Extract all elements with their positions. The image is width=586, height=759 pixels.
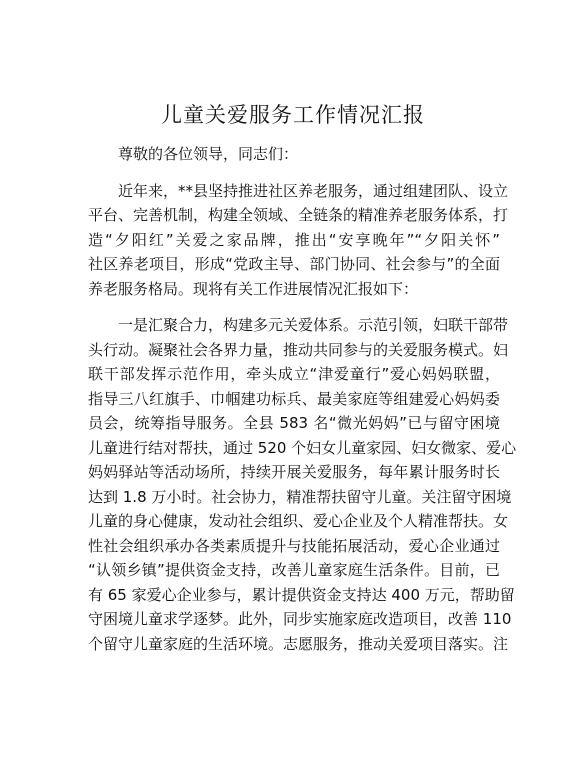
paragraph-line: 妈妈驿站等活动场所，持续开展关爱服务，每年累计服务时长 xyxy=(88,463,500,481)
paragraph-line: 近年来，**县坚持推进社区养老服务，通过组建团队、设立 xyxy=(118,181,509,200)
paragraph-line: 社区养老项目，形成“党政主导、部门协同、社会参与”的全面 xyxy=(88,255,500,273)
paragraph-gap xyxy=(88,167,500,179)
paragraph-line: 达到 1.8 万小时。社会协力，精准帮扶留守儿童。关注留守困境 xyxy=(88,487,512,506)
paragraph-line: 平台、完善机制，构建全领域、全链条的精准养老服务体系，打 xyxy=(88,206,509,224)
paragraph-gap xyxy=(88,301,500,313)
document-title: 儿童关爱服务工作情况汇报 xyxy=(161,103,425,127)
paragraph-line: 性社会组织承办各类素质提升与技能拓展活动，爱心企业通过 xyxy=(88,536,500,555)
paragraph-line: “认领乡镇”提供资金支持，改善儿童家庭生活条件。目前，已 xyxy=(88,561,500,579)
paragraph-line: 有 65 家爱心企业参与，累计提供资金支持达 400 万元，帮助留 xyxy=(88,585,515,604)
salutation: 尊敬的各位领导，同志们： xyxy=(118,145,299,163)
document-body xyxy=(88,142,517,656)
paragraph-line: 养老服务格局。现将有关工作进展情况汇报如下： xyxy=(88,279,419,298)
paragraph-line: 指导三八红旗手、巾帼建功标兵、最美家庭等组建爱心妈妈委 xyxy=(88,389,500,408)
paragraph-first-point xyxy=(88,313,517,656)
paragraph-intro xyxy=(88,179,509,302)
paragraph-line: 头行动。凝聚社会各界力量，推动共同参与的关爱服务模式。妇 xyxy=(88,340,509,359)
paragraph-line: 造“夕阳红”关爱之家品牌，推出“安享晚年”“夕阳关怀” xyxy=(88,230,500,249)
paragraph-line: 儿童进行结对帮扶，通过 520 个妇女儿童家园、妇女微家、爱心 xyxy=(88,438,517,457)
paragraph-line: 儿童的身心健康，发动社会组织、爱心企业及个人精准帮扶。女 xyxy=(88,512,509,530)
paragraph-line: 员会，统筹指导服务。全县 583 名“微光妈妈”已与留守困境 xyxy=(88,414,500,432)
paragraph-line: 一是汇聚合力，构建多元关爱体系。示范引领，妇联干部带 xyxy=(118,316,509,334)
paragraph-line: 守困境儿童求学逐梦。此外，同步实施家庭改造项目，改善 110 xyxy=(88,610,512,628)
paragraph-line: 联干部发挥示范作用，牵头成立“津爱童行”爱心妈妈联盟， xyxy=(88,365,500,383)
paragraph-line: 个留守儿童家庭的生活环境。志愿服务，推动关爱项目落实。注 xyxy=(88,634,509,653)
